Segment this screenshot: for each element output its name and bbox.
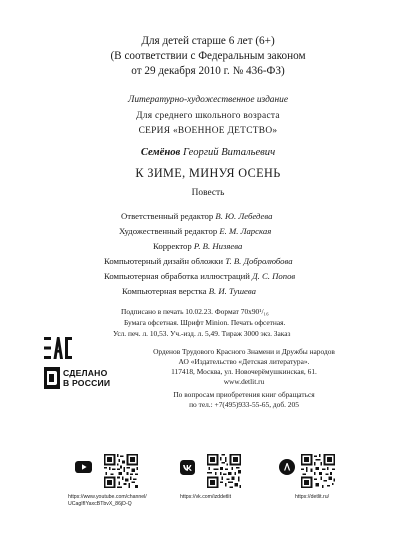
book-title: К ЗИМЕ, МИНУЯ ОСЕНЬ [135, 166, 281, 180]
credit-role: Ответственный редактор [121, 211, 214, 221]
credit-role: Корректор [153, 241, 192, 251]
youtube-qr-code[interactable] [104, 454, 138, 488]
series: СЕРИЯ «ВОЕННОЕ ДЕТСТВО» [138, 126, 278, 136]
credit-role: Компьютерный дизайн обложки [104, 256, 224, 266]
print-info-line-3: Усл. печ. л. 10,53. Уч.-изд. л. 5,49. Тираж 3000 экз. Заказ [113, 329, 291, 338]
publisher-line-1: Орденов Трудового Красного Знамени и Дружбы народов [153, 347, 335, 356]
vk-icon[interactable] [180, 460, 195, 475]
publisher-line-3: 117418, Москва, ул. Новочерёмушкинская, 61. [171, 367, 317, 376]
youtube-icon[interactable] [75, 461, 92, 473]
age-notice-line-2: (В соответствии с Федеральным законом [110, 50, 306, 62]
print-info-line-1: Подписано в печать 10.02.23. Формат 70х90¹/₁₆ [121, 307, 269, 316]
purchase-phone: по тел.: +7(495)933-55-65, доб. 205 [189, 400, 299, 409]
credit-name: В. И. Тушева [208, 286, 256, 296]
detlit-icon[interactable] [279, 459, 295, 475]
credit-name: Е. М. Ларская [219, 226, 272, 236]
purchase-line-1: По вопросам приобретения книг обращаться [173, 390, 315, 399]
credit-name: Д. С. Попов [252, 271, 296, 281]
detlit-qr-code[interactable] [301, 454, 335, 488]
print-info-line-2: Бумага офсетная. Шрифт Minion. Печать офсетная. [124, 318, 286, 327]
credit-name: В. Ю. Лебедева [215, 211, 273, 221]
made-in-russia-emblem-icon [44, 367, 60, 389]
vk-qr-code[interactable] [207, 454, 241, 488]
credit-line [153, 241, 242, 251]
author [0, 147, 416, 158]
youtube-link-line-2[interactable]: UCagIfIYaxcBTbvX_86jD-Q [68, 501, 132, 507]
eac-logo [44, 337, 72, 364]
youtube-link[interactable] [68, 494, 147, 508]
made-in-russia-line-2: В РОССИИ [63, 378, 111, 388]
age-notice-line-3: от 29 декабря 2010 г. № 436-ФЗ) [131, 65, 285, 77]
eac-mark-icon [44, 337, 72, 359]
genre: Повесть [191, 188, 225, 198]
credit-role: Компьютерная верстка [122, 286, 207, 296]
author-surname: Семёнов [140, 147, 181, 158]
youtube-link-line-1[interactable]: https://www.youtube.com/channel/ [68, 494, 147, 500]
age-notice-line-1: Для детей старше 6 лет (6+) [141, 35, 275, 47]
credit-role: Художественный редактор [119, 226, 218, 236]
credit-line [121, 211, 272, 221]
credit-line [104, 256, 293, 266]
publisher-website[interactable]: www.detlit.ru [223, 377, 265, 386]
author-given-names: Георгий Витальевич [182, 147, 276, 158]
credit-line [122, 286, 256, 296]
credit-name: Р. В. Низяева [193, 241, 243, 251]
vk-link[interactable]: https://vk.com/izddetlit [180, 494, 232, 500]
audience: Для среднего школьного возраста [136, 111, 280, 121]
credit-line [104, 271, 295, 281]
publisher-line-2: АО «Издательство «Детская литература». [178, 357, 310, 366]
made-in-russia-line-1: СДЕЛАНО [63, 368, 108, 378]
edition-type: Литературно-художественное издание [128, 95, 288, 105]
detlit-link[interactable]: https://detlit.ru/ [295, 494, 330, 500]
credit-line [119, 226, 271, 236]
credit-role: Компьютерная обработка иллюстраций [104, 271, 250, 281]
credit-name: Т. В. Добролюбова [225, 256, 293, 266]
